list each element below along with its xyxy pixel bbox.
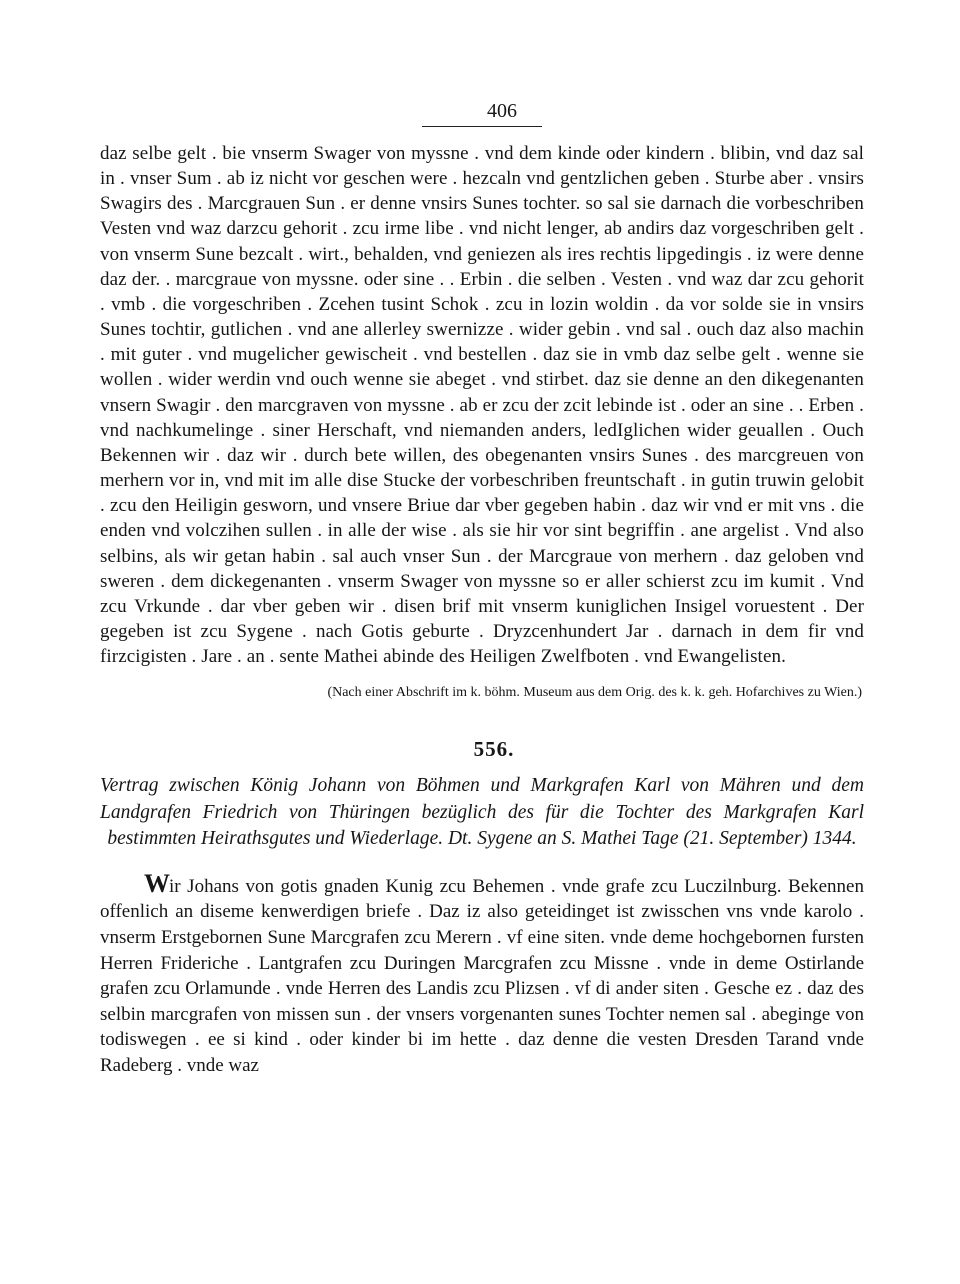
- document-body: [100, 868, 864, 1079]
- document-body-text: ir Johans von gotis gnaden Kunig zcu Behemen . vnde grafe zcu Luczilnburg. Bekennen offenlich an diseme kenwerdigen briefe . Daz iz also geteidinget ist zwisschen vns vnde karolo . vnserm Erstgebornen Sune Marcgrafen zcu Merern . vf eine siten. vnde deme hochgebornen fursten Herren Frideriche . Lantgrafen zcu Duringen Marcgrafen zcu Missne . vnde in deme Ostirlande grafen zcu Orlamunde . vnde Herren des Landis zcu Plizsen . vf di ander siten . Gesche ez . daz des selbin marcgrafen von missen sun . der vnsers vorgenanten sunes Tochter nemen sal . abeginge von todiswegen . ee si kind . oder kinder bi im hette . daz denne die vesten Dresden Tarand vnde Radeberg . vnde waz: [100, 875, 864, 1076]
- book-page: [100, 98, 864, 1079]
- page-number-rule: [422, 126, 542, 127]
- previous-document-text: [100, 141, 864, 669]
- initial-letter: W: [144, 868, 169, 898]
- document-heading: Vertrag zwischen König Johann von Böhmen und Markgrafen Karl von Mähren und dem Landgrafen Friedrich von Thüringen bezüglich des für die Tochter des Markgrafen Karl bestimmten Heirathsgutes und Wiederlage. Dt. Sygene an S. Mathei Tage (21. September) 1344.: [100, 775, 864, 850]
- document-number: 556.: [473, 737, 515, 762]
- source-note: (Nach einer Abschrift im k. böhm. Museum aus dem Orig. des k. k. geh. Hofarchives zu Wien.): [327, 685, 862, 701]
- page-number: 406: [487, 100, 517, 122]
- previous-document-paragraph: daz selbe gelt . bie vnserm Swager von myssne . vnd dem kinde oder kindern . blibin, vnd daz sal in . vnser Sum . ab iz nicht vor geschen were . hezcaln vnd gentzlichen geben . Sturbe aber . vnsirs Swagirs des . Marcgrauen Sun . er denne vnsirs Sunes tochter. so sal sie darnach die vorbeschriben Vesten vnd waz darzcu gehorit . zcu irme libe . vnd nicht lenger, ab andirs daz vorgeschriben gelt . von vnserm Sune bezcalt . wirt., behalden, vnd geniezen als ires rechtis lipgedingis . iz were denne daz der. . marcgraue von myssne. oder sine . . Erbin . die selben . Vesten . vnd waz dar zcu gehorit . vmb . die vorgeschriben . Zcehen tusint Schok . zcu in lozin woldin . da vor solde sie in vnsirs Sunes tochtir, gutlichen . vnd ane allerley swernizze . wider gebin . vnd sal . ouch daz also machin . mit guter . vnd mugelicher gewischeit . vnd bestellen . daz sie in vmb daz selbe gelt . wenne sie wollen . wider werdin vnd ouch wenne sie abeget . vnd stirbet. daz sie denne an den dikegenanten vnsern Swagir . den marcgraven von myssne . ab er zcu der zcit lebinde ist . oder an sine . . Erben . vnd nachkumelinge . siner Herschaft, vnd niemanden anders, ledIglichen wider geuallen . Ouch Bekennen wir . daz wir . durch bete willen, des obegenanten vnsirs Sunes . des marcgreuen von merhern vor in, vnd mit im alle dise Stucke der vorbeschriben freuntschaft . in gutin truwin gelobit . zcu den Heiligin gesworn, und vnsere Briue dar vber gegeben habin . daz wir vnd er mit vns . die enden vnd volczihen sullen . in alle der wise . als sie hir vor sint begriffin . ane argelist . Vnd also selbins, als wir getan habin . sal auch vnser Sun . der Marcgraue von merhern . daz geloben vnd sweren . dem dickegenanten . vnserm Swager von myssne so er aller schierst zcu im kumit . Vnd zcu Vrkunde . dar vber geben wir . disen brif mit vnserm kuniglichen Insigel voruestent . Der gegeben ist zcu Sygene . nach Gotis geburte . Dryzcenhundert Jar . darnach in dem fir vnd firzcigisten . Jare . an . sente Mathei abinde des Heiligen Zwelfboten . vnd Ewangelisten.: [100, 143, 864, 668]
